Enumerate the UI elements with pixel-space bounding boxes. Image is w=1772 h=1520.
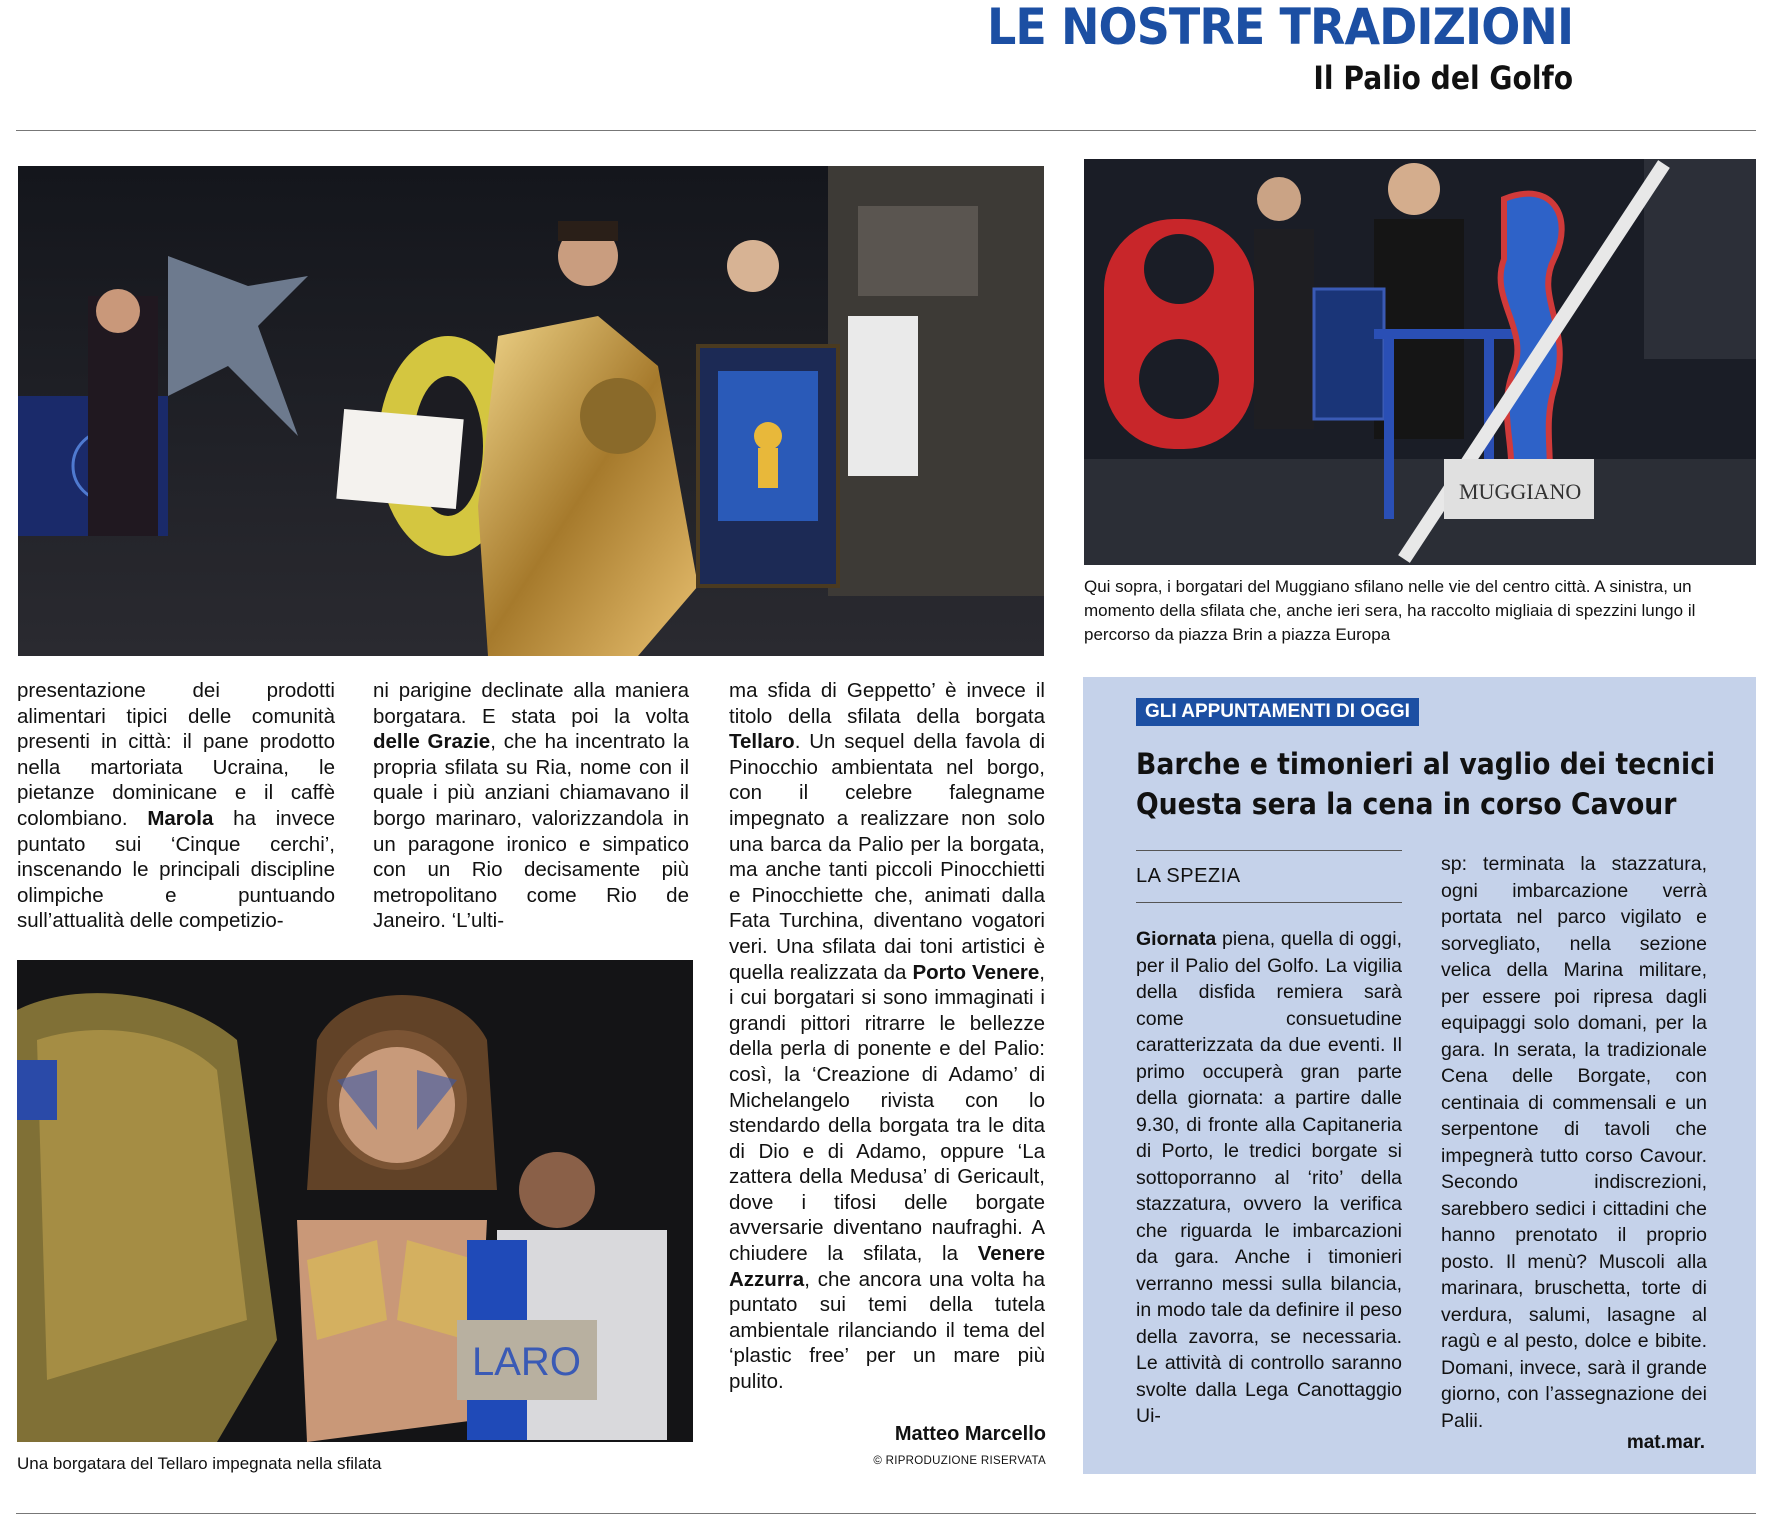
photo-parade-diver: [18, 166, 1044, 656]
box-title-line-1: Barche e timonieri al vaglio dei tecnici: [1136, 747, 1716, 781]
top-rule: [16, 130, 1756, 131]
copyright-note: © RIPRODUZIONE RISERVATA: [873, 1455, 1046, 1467]
article-signature: Matteo Marcello: [894, 1423, 1046, 1445]
muggiano-sign: MUGGIANO: [1459, 479, 1582, 504]
box-tag: GLI APPUNTAMENTI DI OGGI: [1136, 698, 1419, 726]
box-col-2: sp: terminata la stazzatura, ogni imbarcazione verrà portata nel parco vigilato e sorvegliato, nella sezione velica della Marina militare, per essere poi ripresa dagli equipaggi solo domani, per la gara. In serata, la tradizionale Cena delle Borgate, con centinaia di commensali e un serpentone di tavoli che impegnerà tutto corso Cavour. Secondo indiscrezioni, sarebbero sedici i cittadini che hanno prenotato il proprio posto. Il menù? Muscoli alla marinara, bruschetta, torte di verdura, salumi, lasagne al ragù e al pesto, dolce e bibite. Domani, invece, sarà il grande giorno, con l’assegnazione dei Palii.: [1441, 853, 1707, 1432]
box-rule-top: [1136, 850, 1402, 851]
box-col-1: Giornata piena, quella di oggi, per il Palio del Golfo. La vigilia della disfida remiera sarà come consuetudine caratterizzata da due eventi. Il primo occuperà gran parte della giornata: a partire dalle 9.30, di fronte alla Capitaneria di Porto, le tredici borgate si sottoporranno al ‘rito’ della stazzatura, ovvero la verifica che riguarda le imbarcazioni da gara. Anche i timonieri verranno messi sulla bilancia, in modo tale da definire il peso della zavorra, se necessaria. Le attività di controllo saranno svolte dalla Lega Canottaggio Ui-: [1136, 928, 1402, 1427]
box-rule-bottom: [1136, 902, 1402, 903]
box-place: LA SPEZIA: [1136, 865, 1241, 887]
box-title-line-2: Questa sera la cena in corso Cavour: [1136, 787, 1677, 821]
photo-tellaro-borgatara: [17, 960, 693, 1442]
box-signature: mat.mar.: [1626, 1432, 1705, 1453]
article-col-3: ma sfida di Geppetto’ è invece il titolo della sfilata della borgata Tellaro. Un sequel della favola di Pinocchio ambientata nel borgo, con il celebre falegname impegnato a realizzare non solo una barca da Palio per la borgata, ma anche tanti piccoli Pinocchietti e Pinocchiette che, animati dalla Fata Turchina, diventano vogatori veri. Una sfilata dai toni artistici è quella realizzata da Porto Venere, i cui borgatari si sono immaginati i grandi pittori ritrarre le bellezze della perla di ponente e del Palio: così, la ‘Creazione di Adamo’ di Michelangelo rivista con lo stendardo della borgata tra le dita di Dio e di Adamo, oppure ‘La zattera della Medusa’ di Gericault, dove i tifosi delle borgate avversarie diventano naufraghi. A chiudere la sfilata, la Venere Azzurra, che ancora una volta ha puntato sui temi della tutela ambientale rilanciando il tema del ‘plastic free’ per un mare più pulito.: [729, 679, 1045, 1394]
photo-muggiano-parade: [1084, 159, 1756, 565]
article-col-1: presentazione dei prodotti alimentari tipici delle comunità presenti in città: il pane prodotto nella martoriata Ucraina, le pietanze dominicane e il caffè colombiano. Marola ha invece puntato sui ‘Cinque cerchi’, inscenando le principali discipline olimpiche e puntuando sull’attualità delle competizio-: [17, 679, 335, 933]
bottom-rule: [16, 1513, 1756, 1514]
laro-sign: LARO: [472, 1340, 581, 1384]
box-title: [1136, 744, 1716, 824]
section-subkicker: Il Palio del Golfo: [1313, 59, 1573, 97]
section-kicker: LE NOSTRE TRADIZIONI: [986, 0, 1573, 56]
caption-top-right: Qui sopra, i borgatari del Muggiano sfilano nelle vie del centro città. A sinistra, un momento della sfilata che, anche ieri sera, ha raccolto migliaia di spezzini lungo il percorso da piazza Brin a piazza Europa: [1084, 577, 1696, 644]
article-col-2: ni parigine declinate alla maniera borgatara. E stata poi la volta delle Grazie, che ha incentrato la propria sfilata su Ria, nome con il quale i più anziani chiamavano il borgo marinaro, valorizzandola in un paragone ironico e simpatico con un Rio decisamente più metropolitano come Rio de Janeiro. ‘L’ulti-: [373, 679, 689, 933]
caption-bottom-left: Una borgatara del Tellaro impegnata nella sfilata: [17, 1454, 382, 1473]
